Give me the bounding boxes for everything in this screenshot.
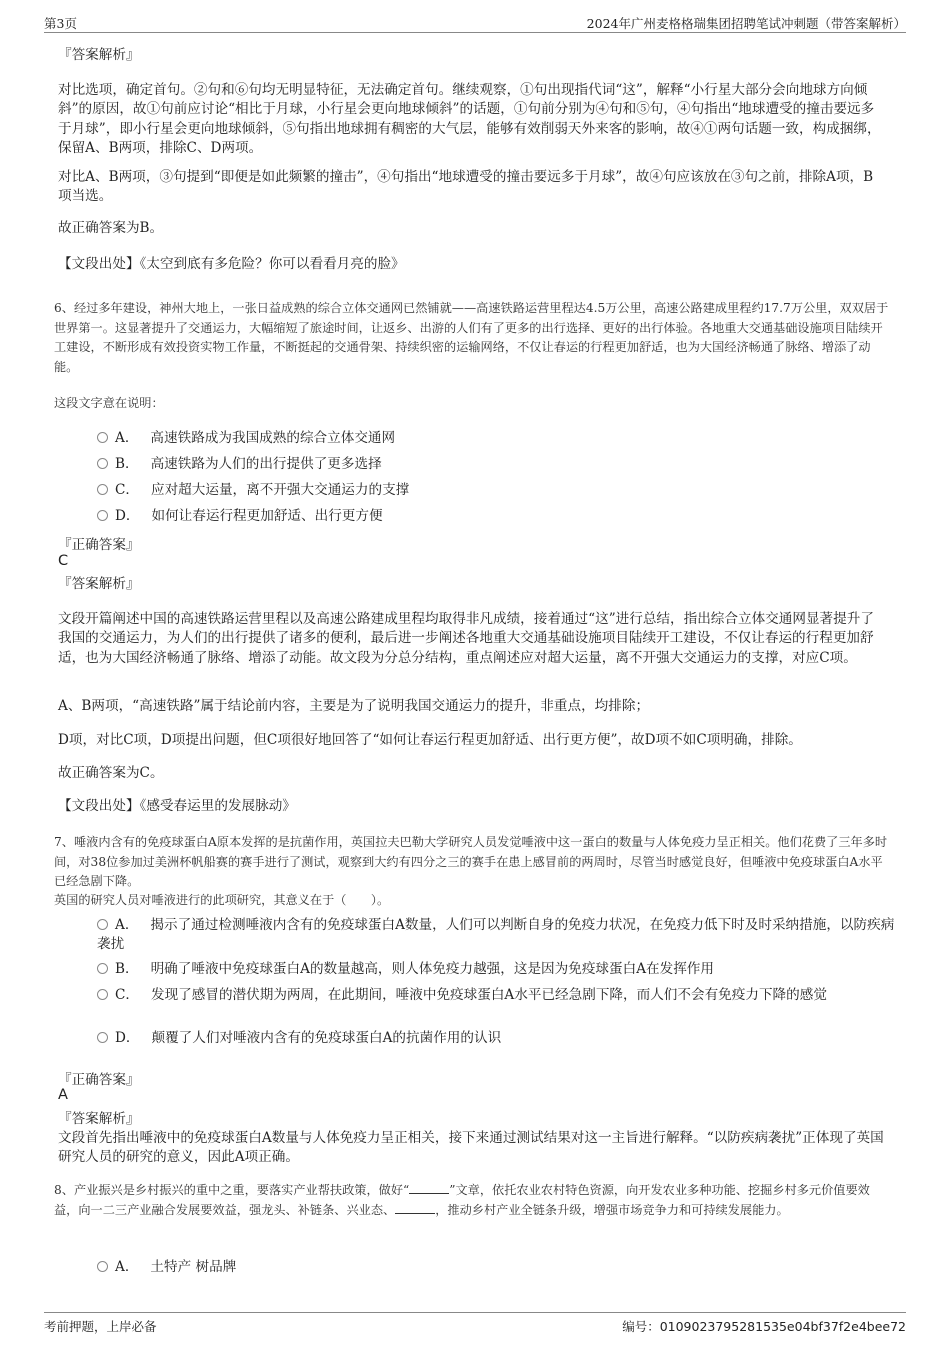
radio-icon[interactable] bbox=[97, 1032, 108, 1043]
q6-analysis-p4: 故正确答案为C。 bbox=[58, 765, 164, 781]
q7-stem: 7、唾液内含有的免疫球蛋白A原本发挥的是抗菌作用，英国拉夫巴勒大学研究人员发觉唾液中这一蛋白的数量与人体免疫力呈正相关。他们花费了三年多时间，对38位参加过美洲杯帆船赛的赛手进行了测试，观察到大约有四分之三的赛手在患上感冒前的两周时，尽管当时感觉良好，但唾液中免疫球蛋白A水平已经急剧下降。 bbox=[54, 835, 888, 889]
q7-analysis-p1: 文段首先指出唾液中的免疫球蛋白A数量与人体免疫力呈正相关，接下来通过测试结果对这一主旨进行解释。“以防疾病袭扰”正体现了英国研究人员的研究的意义，因此A项正确。 bbox=[58, 1130, 884, 1166]
q6-answer: C bbox=[58, 553, 69, 569]
q5-analysis-label: 『答案解析』 bbox=[58, 47, 140, 63]
page-header bbox=[44, 12, 906, 33]
q7-prompt: 英国的研究人员对唾液进行的此项研究，其意义在于（ ）。 bbox=[54, 893, 390, 907]
q7-option-a[interactable]: A． 揭示了通过检测唾液内含有的免疫球蛋白A数量，人们可以判断自身的免疫力状况，在免疫力低下时及时采纳措施，以防疾病袭扰 bbox=[97, 917, 895, 953]
radio-icon[interactable] bbox=[97, 510, 108, 521]
radio-icon[interactable] bbox=[97, 432, 108, 443]
q6-option-a[interactable]: A． 高速铁路成为我国成熟的综合立体交通网 bbox=[97, 429, 897, 448]
q6-analysis-p3: D项，对比C项，D项提出问题，但C项很好地回答了“如何让春运行程更加舒适、出行更方便”，故D项不如C项明确，排除。 bbox=[58, 732, 802, 748]
page-number: 第3页 bbox=[44, 16, 77, 31]
q7-answer: A bbox=[58, 1087, 68, 1103]
q7-correct-label: 『正确答案』 bbox=[58, 1072, 140, 1088]
q8-option-a[interactable]: A． 土特产 树品牌 bbox=[97, 1258, 897, 1277]
radio-icon[interactable] bbox=[97, 1261, 108, 1272]
q6-analysis-label: 『答案解析』 bbox=[58, 576, 140, 592]
q6-prompt: 这段文字意在说明： bbox=[54, 396, 164, 410]
fill-blank bbox=[409, 1193, 449, 1194]
q5-analysis-p2: 对比A、B两项，③句提到“即便是如此频繁的撞击”，④句指出“地球遭受的撞击要远多于月球”，故④句应该放在③句之前，排除A项，B项当选。 bbox=[58, 169, 874, 205]
q5-source: 【文段出处】《太空到底有多危险？你可以看看月亮的脸》 bbox=[58, 256, 405, 272]
q7-analysis-label: 『答案解析』 bbox=[58, 1111, 140, 1127]
radio-icon[interactable] bbox=[97, 989, 108, 1000]
radio-icon[interactable] bbox=[97, 458, 108, 469]
radio-icon[interactable] bbox=[97, 484, 108, 495]
q6-analysis-p1: 文段开篇阐述中国的高速铁路运营里程以及高速公路建成里程均取得非凡成绩，接着通过“这”进行总结，指出综合立体交通网显著提升了我国的交通运力，为人们的出行提供了诸多的便利，最后进一步阐述各地重大交通基础设施项目陆续开工建设，不仅让春运的行程更加舒适，也为大国经济畅通了脉络、增添了动能。故文段为分总分结构，重点阐述应对超大运量，离不开强大交通运力的支撑，对应C项。 bbox=[58, 611, 874, 666]
q6-option-c[interactable]: C． 应对超大运量，离不开强大交通运力的支撑 bbox=[97, 481, 897, 500]
q6-option-b[interactable]: B． 高速铁路为人们的出行提供了更多选择 bbox=[97, 455, 897, 474]
q6-stem: 6、经过多年建设，神州大地上，一张日益成熟的综合立体交通网已然铺就——高速铁路运营里程达4.5万公里，高速公路建成里程约17.7万公里，双双居于世界第一。这显著提升了交通运力，大幅缩短了旅途时间，让返乡、出游的人们有了更多的出行选择、更好的出行体验。各地重大交通基础设施项目陆续开工建设，不断形成有效投资实物工作量，不断挺起的交通骨架、持续织密的运输网络，不仅让春运的行程更加舒适，也为大国经济畅通了脉络、增添了动能。 bbox=[54, 301, 889, 374]
q7-option-d[interactable]: D． 颠覆了人们对唾液内含有的免疫球蛋白A的抗菌作用的认识 bbox=[97, 1029, 897, 1048]
q6-source: 【文段出处】《感受春运里的发展脉动》 bbox=[58, 798, 296, 814]
document-code: 编号：0109023795281535e04bf37f2e4bee72 bbox=[622, 1319, 906, 1334]
footer-slogan: 考前押题，上岸必备 bbox=[44, 1319, 157, 1334]
document-title: 2024年广州麦格格瑞集团招聘笔试冲刺题（带答案解析） bbox=[586, 16, 906, 31]
q7-option-b[interactable]: B． 明确了唾液中免疫球蛋白A的数量越高，则人体免疫力越强，这是因为免疫球蛋白A在发挥作用 bbox=[97, 960, 897, 979]
q7-option-c[interactable]: C． 发现了感冒的潜伏期为两周，在此期间，唾液中免疫球蛋白A水平已经急剧下降，而人们不会有免疫力下降的感觉 bbox=[97, 986, 897, 1005]
q6-option-d[interactable]: D． 如何让春运行程更加舒适、出行更方便 bbox=[97, 507, 897, 526]
page-footer bbox=[44, 1312, 906, 1333]
radio-icon[interactable] bbox=[97, 963, 108, 974]
q8-stem: 8、产业振兴是乡村振兴的重中之重，要落实产业帮扶政策，做好“ ”文章，依托农业农村特色资源，向开发农业多种功能、挖掘乡村多元价值要效益，向一二三产业融合发展要效益，强龙头、补链条、兴业态、 ，推动乡村产业全链条升级，增强市场竞争力和可持续发展能力。 bbox=[54, 1183, 870, 1217]
q5-analysis-p1: 对比选项，确定首句。②句和⑥句均无明显特征，无法确定首句。继续观察，①句出现指代词“这”，解释“小行星大部分会向地球方向倾斜”的原因，故①句前应讨论“相比于月球，小行星会更向地球倾斜”的话题，①句前分别为④句和⑤句，④句指出“地球遭受的撞击要远多于月球”，即小行星会更向地球倾斜，⑤句指出地球拥有稠密的大气层，能够有效削弱天外来客的影响，故④①两句话题一致，构成捆绑，保留A、B两项，排除C、D两项。 bbox=[58, 82, 881, 157]
q6-analysis-p2: A、B两项，“高速铁路”属于结论前内容，主要是为了说明我国交通运力的提升，非重点，均排除； bbox=[58, 698, 650, 714]
radio-icon[interactable] bbox=[97, 919, 108, 930]
fill-blank bbox=[395, 1213, 435, 1214]
q5-analysis-p3: 故正确答案为B。 bbox=[58, 220, 164, 236]
q6-correct-label: 『正确答案』 bbox=[58, 537, 140, 553]
